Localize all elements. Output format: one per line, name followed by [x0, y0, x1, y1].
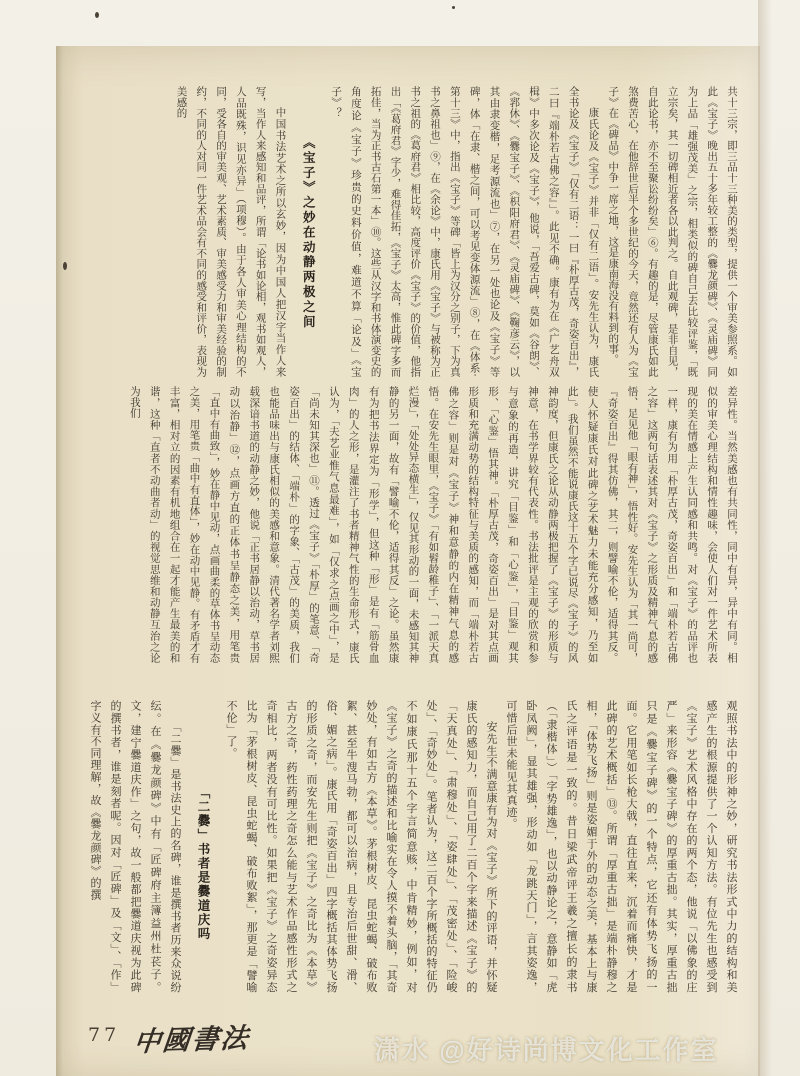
scanned-page [56, 46, 760, 1076]
scan-speck [95, 12, 99, 18]
text-band-upper-first [83, 86, 741, 377]
watermark-overlay: 潇水 @好诗尚博文化工作室 [374, 1035, 719, 1065]
paragraph-continuation: 差异性。当然美感也有共同性，同中有异，异中有同。相似的审美心理结构和情性趣味，会使人们对一件艺术所表现的美在情感上产生认同感和共鸣。对《宝子》的品评也一样，康有为用「朴厚古茂，奇姿百出」和「端朴若古佛之容」这两句话表述其对《宝子》之形质及精神气息的感悟、足见他「眼有神」，悟性好。安先生认为「其一尚可，『奇姿百出』得其仿佛，其二，则譬喻不伦，适得其反。使人怀疑康氏对此碑之艺术魅力未能充分感知，乃至如此」。我们虽然不能说康氏这十五个字已说尽《宝子》的风神韵度，但康氏之论从动静两极把握了《宝子》的形质与神意，在书学界较有代表性。书法批评是主观的欣赏和参与意象的再造，讲究「目鉴」和「心鉴」，「目鉴」观其形、「心鉴」悟其神。「朴厚古茂，奇姿百出」是对其点画形质和充满动势的结构特征与美质的感知，而「端朴若古佛之容」则是对《宝子》神和意静的内在精神气息的感悟。在安先生眼里，《宝子》「有如髫龄稚子」、「一派天真烂漫」，「处处异态横生」，仅见其形动的一面，未感知其神静的另一面，故有「譬喻不伦，适得其反」之论。虽然康有为把书法界定为「形学」，但这种「形」是有「筋骨血肉」的人之形，是灌注了书者精神气性的生命形式，康氏认为，「夫艺业惟气息最难」，如「仅求之点画之中」，是「尚未知其深也」⑪。透过《宝子》「朴厚」的笔意、「奇姿百出」的结体、「端朴」的字象、「古茂」的美质，我们也能品味出与康氏相似的美感和意象。清代著名学者刘熙载深谙书道的动静之妙，他说「正书居静以治动，草书居动以治静」⑫，点画方直的正体书呈静态之美，用笔贵「直中有曲致」，妙在静中见动，点画曲柔的草体书呈动态之美，用笔贵「曲中有直体」，妙在动中见静。有矛盾才有丰富，相对立的因素有机地组合在一起才能产生最美的和谐，这种「直者不动曲者动」的视觉思维和动静互治之论为我们 [128, 386, 737, 663]
scan-speck [63, 262, 67, 270]
paragraph: 康氏论及《宝子》并非「仅有二语」。安先生认为，康氏全书论及《宝子》「仅有二语：一曰『朴厚古茂，奇姿百出』，二曰『端朴若古佛之容』」。此见不确。康有为在《广艺舟双楫》中多次论及《宝子》，他说，「吾爱古碑，莫如《谷朗》、《郛休》、《爨宝子》、《枳阳府君》、《灵庙碑》、《鞠彦云》，以其由隶变楷，足考源流也」⑦，在另一处也论及《宝子》等碑，体「在隶、楷之间，可以考见变体源流」⑧，在《体系·第十三》中，指出《宝子》等碑「皆上为汉分之别子，下为真书之鼻祖也」⑨，在《余论》中，康氏用《宝子》与被称为正书之祖的《葛府君》相比较，高度评价《宝子》的价值，他指出「《葛府君》字少，难得佳拓，《宝子》太高，惟此碑字多而拓佳，当为正书古石第一本」⑩。这些从汉字和书体演变史的角度论《宝子》珍贵的史料价值，难道不算「论及」《宝子》？ [330, 86, 599, 377]
scan-speck [452, 6, 455, 9]
magazine-logo: 中國書法 [132, 1022, 252, 1058]
text-band-lower [83, 700, 741, 993]
paragraph-continuation: 观照书法中的形神之妙，研究书法形式中力的结构和美感产生的根源提供了一个认知方法。有位先生也感受到《宝子》艺术风格中存在的两个态，他说「以佛象的庄严」来形容《爨宝子碑》的厚重古拙。其实，厚重古拙只是《爨宝子碑》的一个特点，它还有体势飞扬的一面。它用笔如长枪大戟，直往直来，沉着而痛快，才是此碑的艺术概括」⑬。所谓「厚重古拙」是端朴静穆之相，「体势飞扬」则是姿媚于外的动态之美，基本上与康氏之评语是一致的。昔日梁武帝评王羲之擅长的隶书（「隶楷体」）「字势雄逸」，也以动静论之，意静如「虎卧凤阙」，显其雄强，形动如「龙跳天门」，言其姿逸，可惜后世未能见其真迹。 [505, 700, 737, 993]
paragraph: 安先生不满意康有为对《宝子》所下的评语，并怀疑康氏的感知力，而自己用了二百个字来描述《宝子》的「天真处」、「肃穆处」、「姿肆处」、「茂密处」、「险峻处」、「奇妙处」。笔者认为，这二百个字所概括的特征仍不如康氏那十五个字言简意赅，中肯精妙，例如，对《宝子》之奇的描述和比喻实在令人摸不着头脑，「其奇妙处，有如古方《本草》。茅根树皮、昆虫蛇蝎、破布败絮、甚至牛溲马勃，都可以治病，且专治后世甜、滑、俗、媚之病」。康氏用「奇姿百出」四字概括其体势飞扬的形质之奇，而安先生则把《宝子》之奇比为《本草》古方之奇，药性药理之奇怎么能与艺术作品感性形式之奇相比，两者没有可比性。如果把《宝子》之奇姿异态比为「茅根树皮、昆虫蛇蝎、破布败絮」，那更是「譬喻不伦」了。 [225, 700, 497, 993]
page-number: 77 [88, 1024, 121, 1046]
paragraph-continuation: 共十三宗，即三品十三种美的类型，提供一个审美参照系。如此《宝子》晚出五十多年较工整的《爨龙颜碑》、《灵庙碑》同为上品「雄强茂美」之宗，相类似的碑自己去比较评鉴，「既立宗矣，其一切碑相近者各以此判之。自此观碑，是非自见，自此论书，亦不至聚讼纷纷矣」⑥。有趣的是，尽管康氏如此煞费苦心，在他辞世后半个多世纪的今天，竟然还有人为《宝子》在《碑品》中争一席之地，这是康南海没有料到的事。 [607, 86, 737, 377]
section-heading-baozi-dongjing: 《宝子》之妙在动静两极之间 [301, 136, 316, 330]
paragraph: 「二爨」是书法史上的名碑，谁是撰书者历来众说纷纭。在《爨龙颜碑》中有「匠碑府主簿益州杜苌子。文，建宁爨道庆作」之句，故一般都把爨道庆视为此碑的撰书者，谁是刻者呢。因对「匠碑」及「文」、「作」字义有不同理解，故《爨龙颜碑》的撰 [89, 700, 181, 993]
page-gutter-shadow [758, 0, 772, 1076]
section-heading-ercuan-shuzhe: 「二爨」书者是爨道庆吗 [196, 786, 210, 942]
paragraph: 中国书法艺术之所以玄妙，因为中国人把汉字当作人来写，当作人来感知和品评，所谓「论书如论相，观书如观人，人品既殊，识见亦异」（项穆）。由于各人审美心理结构的不同，受各自的审美观、艺术素质、审美感受力和审美经验的制约，不同的人对同一件艺术品会有不同的感受和评价，表现为美感的 [175, 86, 286, 377]
text-band-upper-second [83, 386, 741, 663]
